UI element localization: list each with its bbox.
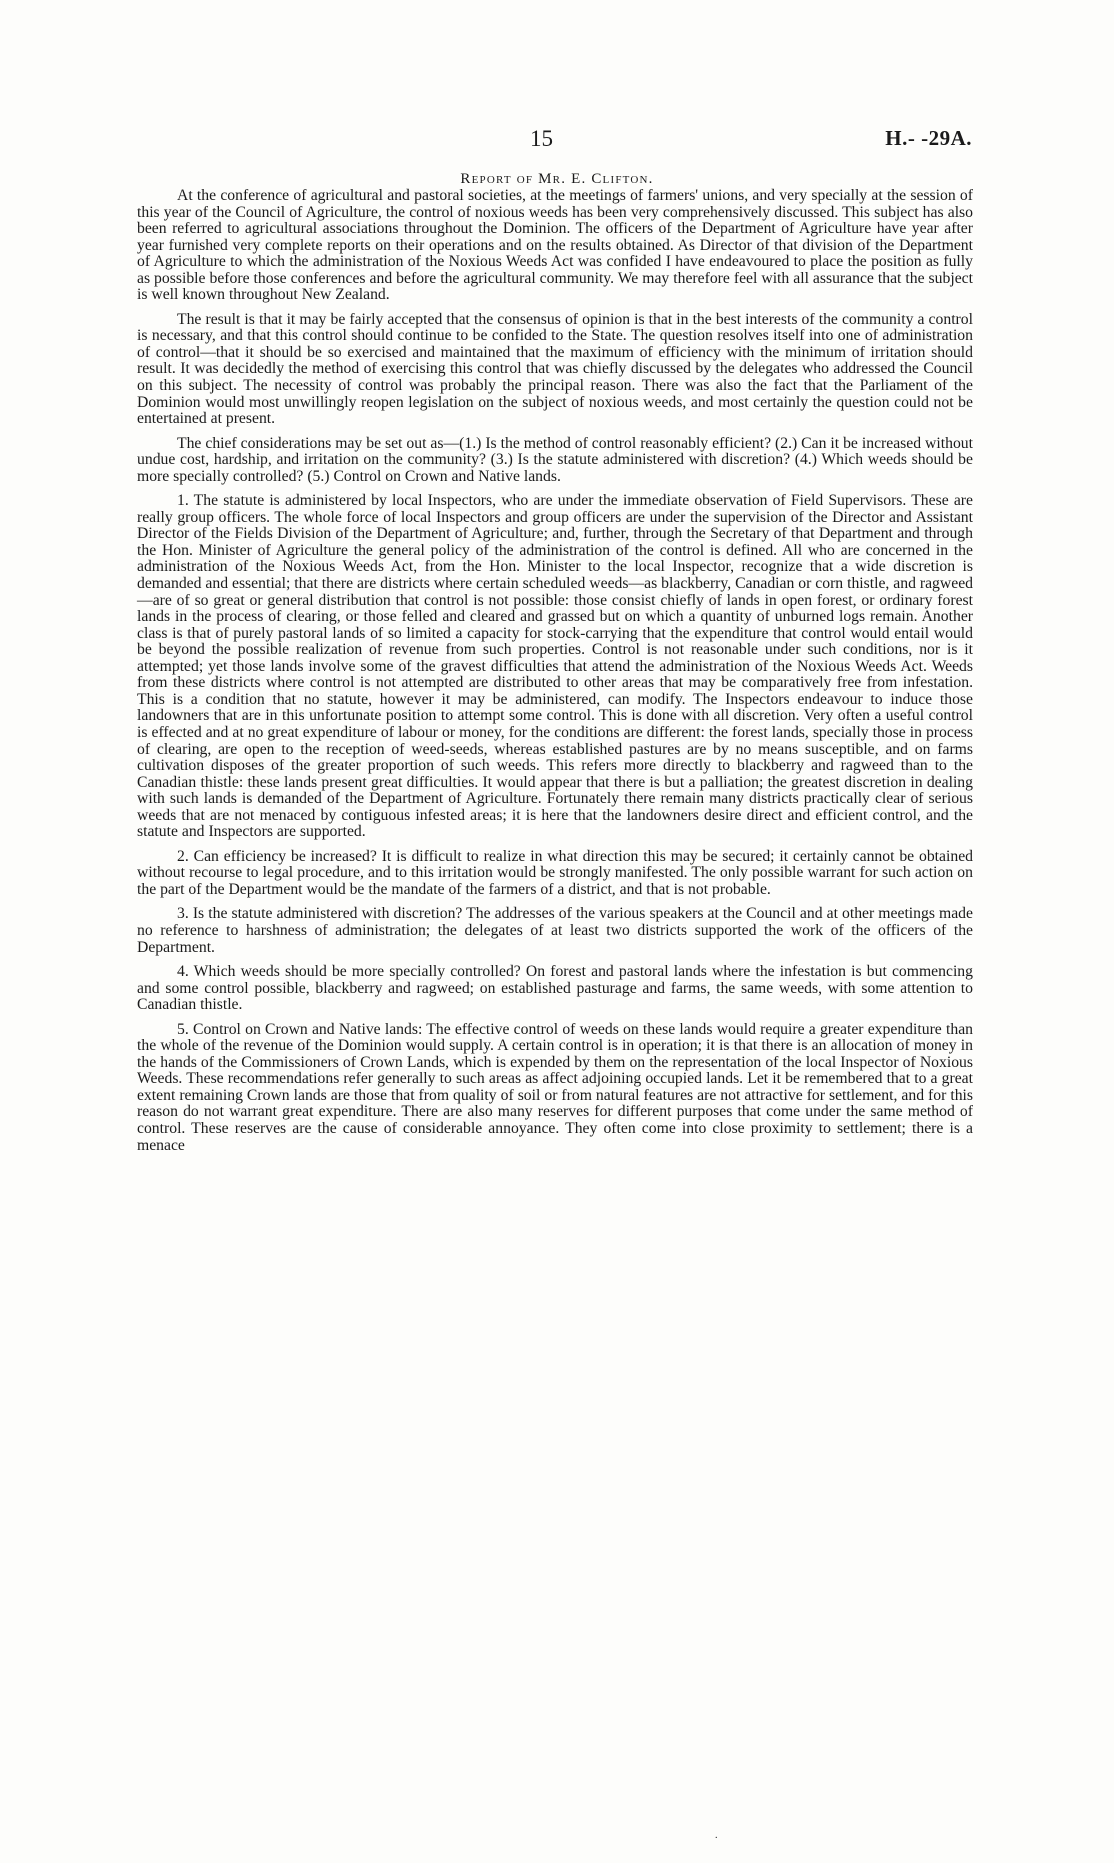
page-number: 15 <box>530 126 553 151</box>
paragraph-consensus: The result is that it may be fairly accepted that the consensus of opinion is that in the best interests of the community a control is necessary, and that this control should continue to be confided to the State. The question resolves itself into one of administration of control—that it should be so exercised and maintained that the maximum of efficiency with the minimum of irritation should result. It was decidedly the method of exercising this control that was chiefly discussed by the delegates who addressed the Council on this subject. The necessity of control was probably the principal reason. There was also the fact that the Parliament of the Dominion would most unwillingly reopen legislation on the subject of noxious weeds, and most certainly the question could not be entertained at present. <box>137 310 973 428</box>
paragraph-intro: At the conference of agricultural and pastoral societies, at the meetings of farmers' unions, and very specially at the session of this year of the Council of Agriculture, the control of noxious weeds has been very comprehensively discussed. This subject has also been referred to agricultural associations throughout the Dominion. The officers of the Department of Agriculture have year after year furnished very complete reports on their operations and on the results obtained. As Director of that division of the Department of Agriculture to which the administration of the Noxious Weeds Act was confided I have endeavoured to place the position as fully as possible before those conferences and before the agricultural community. We may therefore feel with all assurance that the subject is well known throughout New Zealand. <box>137 187 973 304</box>
report-body <box>137 188 973 1162</box>
paragraph-point-4: 4. Which weeds should be more specially controlled? On forest and pastoral lands where the infestation is but commencing and some control possible, blackberry and ragweed; on established pasturage and farms, the same weeds, with some attention to Canadian thistle. <box>137 963 973 1014</box>
report-title: Report of Mr. E. Clifton. <box>460 171 654 187</box>
paragraph-point-5: 5. Control on Crown and Native lands: The effective control of weeds on these lands would require a greater expenditure than the whole of the revenue of the Dominion would supply. A certain control is in operation; it is that there is an allocation of money in the hands of the Commissioners of Crown Lands, which is expended by them on the representation of the local Inspector of Noxious Weeds. These recommendations refer generally to such areas as affect adjoining occupied lands. Let it be remembered that to a great extent remaining Crown lands are those that from quality of soil or from natural features are not attractive for settlement, and for this reason do not warrant great expenditure. There are also many reserves for different purposes that come under the same method of control. These reserves are the cause of considerable annoyance. They often come into close proximity to settlement; there is a menace <box>137 1020 973 1154</box>
document-reference: H.- -29A. <box>885 126 972 150</box>
paragraph-point-1: 1. The statute is administered by local Inspectors, who are under the immediate observation of Field Supervisors. These are really group officers. The whole force of local Inspectors and group officers are under the supervision of the Director and Assistant Director of the Fields Division of the Department of Agriculture; and, further, through the Secretary of that Department and through the Hon. Minister of Agriculture the general policy of the administration of the control is defined. All who are concerned in the administration of the Noxious Weeds Act, from the Hon. Minister to the local Inspector, recognize that a wide discretion is demanded and essential; that there are districts where certain scheduled weeds—as blackberry, Canadian or corn thistle, and ragweed—are of so great or general distribution that control is not possible: those consist chiefly of lands in open forest, or ordinary forest lands in the process of clearing, or those felled and cleared and grassed but on which a quantity of unburned logs remain. Another class is that of purely pastoral lands of so limited a capacity for stock-carrying that the expenditure that control would entail would be beyond the possible realization of revenue from such properties. Control is not reasonable under such conditions, nor is it attempted; yet those lands involve some of the gravest difficulties that attend the administration of the Noxious Weeds Act. Weeds from these districts where control is not attempted are distributed to other areas that may be comparatively free from infestation. This is a condition that no statute, however it may be administered, can modify. The Inspectors endeavour to induce those landowners that are in this unfortunate position to attempt some control. This is done with all discretion. Very often a useful control is effected and at no great expenditure of labour or money, for the conditions are different: the forest lands, specially those in process of clearing, are open to the reception of weed-seeds, whereas established pastures are by no means susceptible, and on farms cultivation disposes of the greater proportion of such weeds. This refers more directly to blackberry and ragweed than to the Canadian thistle: these lands present great difficulties. It would appear that there is but a palliation; the greatest discretion in dealing with such lands is demanded of the Department of Agriculture. Fortunately there remain many districts practically clear of serious weeds that are not menaced by contiguous infested areas; it is here that the landowners desire direct and efficient control, and the statute and Inspectors are supported. <box>137 492 973 841</box>
paragraph-point-2: 2. Can efficiency be increased? It is difficult to realize in what direction this may be secured; it certainly cannot be obtained without recourse to legal procedure, and to this irritation would be strongly manifested. The only possible warrant for such action on the part of the Department would be the mandate of the farmers of a district, and that is not probable. <box>137 847 973 898</box>
page-header <box>0 126 1114 156</box>
paragraph-point-3: 3. Is the statute administered with discretion? The addresses of the various speakers at the Council and at other meetings made no reference to harshness of administration; the delegates of at least two districts supported the work of the officers of the Department. <box>137 905 973 956</box>
paragraph-considerations: The chief considerations may be set out as—(1.) Is the method of control reasonably efficient? (2.) Can it be increased without undue cost, hardship, and irritation on the community? (3.) Is the statute administered with discretion? (4.) Which weeds should be more specially controlled? (5.) Control on Crown and Native lands. <box>137 434 973 485</box>
footer-mark: . <box>715 1830 718 1841</box>
